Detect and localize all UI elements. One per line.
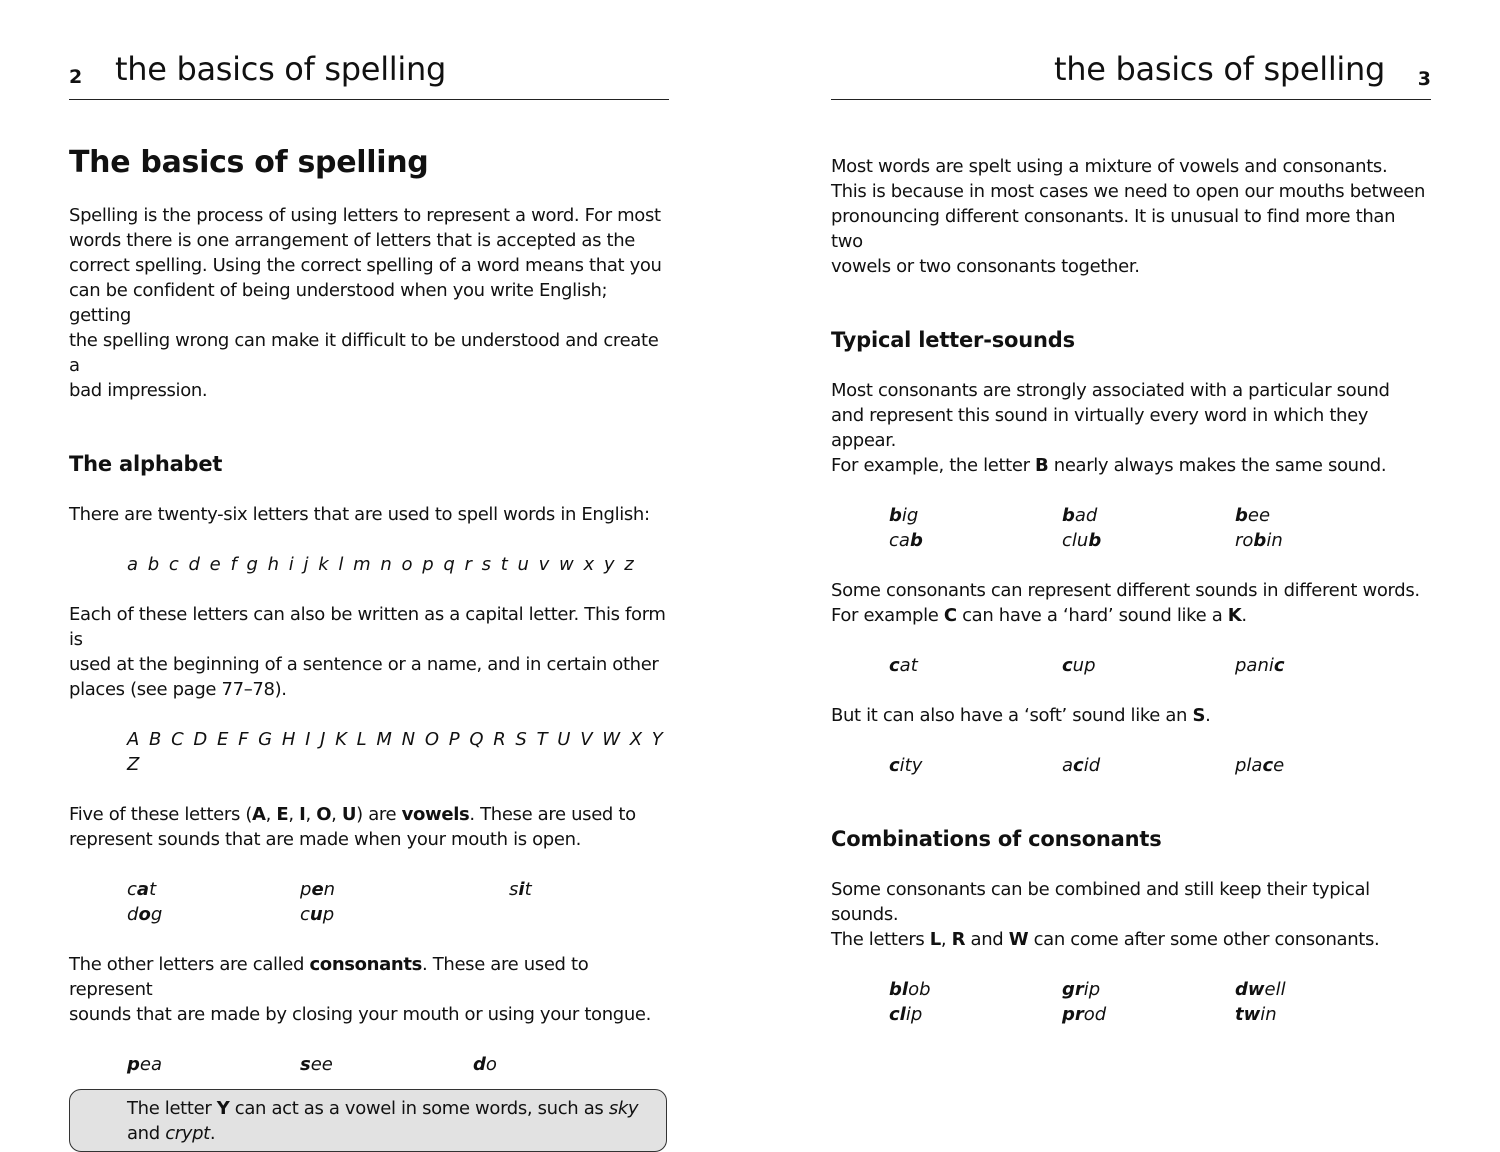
- example-word: panic: [1235, 655, 1285, 676]
- lowercase-alphabet: a b c d e f g h i j k l m n o p q r s t u v w x y z: [127, 554, 636, 575]
- text-line: pronouncing different consonants. It is unusual to find more than two: [831, 206, 1396, 252]
- uppercase-alphabet: A B C D E F G H I J K L M N O P Q R S T U V W X Y Z: [127, 729, 665, 775]
- consonants-line: The other letters are called consonants. These are used to represent: [69, 954, 589, 1000]
- text-line: correct spelling. Using the correct spelling of a word means that you: [69, 255, 662, 276]
- example-word: clip: [889, 1004, 923, 1025]
- right-page: [831, 0, 1431, 1137]
- text-line: and represent this sound in virtually every word in which they appear.: [831, 405, 1369, 451]
- example-word: grip: [1062, 979, 1101, 1000]
- example-word: cup: [1062, 655, 1096, 676]
- text-line: sounds that are made by closing your mouth or using your tongue.: [69, 1004, 651, 1025]
- section-heading-combinations: Combinations of consonants: [831, 827, 1162, 851]
- text-line: Most words are spelt using a mixture of vowels and consonants.: [831, 156, 1388, 177]
- vowel-examples: [127, 877, 669, 927]
- example-word: pea: [127, 1054, 162, 1075]
- note-box: [69, 1089, 667, 1152]
- text-line: the spelling wrong can make it difficult to be understood and create a: [69, 330, 659, 376]
- example-word: dwell: [1235, 979, 1286, 1000]
- example-word: bee: [1235, 505, 1271, 526]
- example-word: blob: [889, 979, 931, 1000]
- page-number: 2: [69, 66, 83, 88]
- example-word: see: [300, 1054, 333, 1075]
- example-word: club: [1062, 530, 1102, 551]
- note-text: The letter Y can act as a vowel in some words, such as sky: [127, 1098, 639, 1119]
- left-page: [69, 0, 669, 1144]
- example-word: acid: [1062, 755, 1101, 776]
- text-line: words there is one arrangement of letters that is accepted as the: [69, 230, 635, 251]
- section-heading-typical: Typical letter-sounds: [831, 328, 1075, 352]
- example-word: dog: [127, 904, 163, 925]
- example-word: twin: [1235, 1004, 1277, 1025]
- text-line: can be confident of being understood when you write English; getting: [69, 280, 608, 326]
- text-line: The letters L, R and W can come after some other consonants.: [831, 929, 1380, 950]
- text-line: But it can also have a ‘soft’ sound like an S.: [831, 705, 1211, 726]
- soft-c-examples: [889, 753, 1431, 778]
- text-line: Most consonants are strongly associated with a particular sound: [831, 380, 1390, 401]
- example-word: prod: [1062, 1004, 1107, 1025]
- term-consonants: consonants: [309, 954, 423, 975]
- example-word: place: [1235, 755, 1285, 776]
- running-title: the basics of spelling: [1054, 50, 1385, 88]
- text-line: Each of these letters can also be written as a capital letter. This form is: [69, 604, 666, 650]
- example-word: city: [889, 755, 923, 776]
- consonant-examples: [127, 1052, 669, 1077]
- text-line: used at the beginning of a sentence or a name, and in certain other: [69, 654, 659, 675]
- alphabet-intro: There are twenty-six letters that are used to spell words in English:: [69, 504, 650, 525]
- text-line: Spelling is the process of using letters to represent a word. For most: [69, 205, 661, 226]
- running-title: the basics of spelling: [115, 50, 446, 88]
- example-word: cat: [889, 655, 918, 676]
- running-head: [831, 50, 1431, 100]
- hard-c-examples: [889, 653, 1431, 678]
- letter-b-examples: [889, 503, 1431, 553]
- text-line: bad impression.: [69, 380, 208, 401]
- page-heading: The basics of spelling: [69, 145, 429, 180]
- text-line: vowels or two consonants together.: [831, 256, 1140, 277]
- intro-paragraph: [69, 203, 669, 403]
- example-word: sit: [509, 879, 532, 900]
- consonant-combination-examples: [889, 977, 1431, 1027]
- page-number: 3: [1417, 68, 1431, 90]
- section-heading-alphabet: The alphabet: [69, 452, 223, 476]
- text-line: places (see page 77–78).: [69, 679, 287, 700]
- left-page-content: [69, 140, 669, 1152]
- example-word: cab: [889, 530, 923, 551]
- text-line: Some consonants can be combined and still keep their typical sounds.: [831, 879, 1370, 925]
- term-vowels: vowels: [401, 804, 470, 825]
- text-line: represent sounds that are made when your mouth is open.: [69, 829, 582, 850]
- note-text: and crypt.: [127, 1123, 216, 1144]
- running-head: [69, 50, 669, 100]
- example-word: robin: [1235, 530, 1283, 551]
- text-line: Some consonants can represent different sounds in different words.: [831, 580, 1420, 601]
- text-line: This is because in most cases we need to open our mouths between: [831, 181, 1426, 202]
- example-word: cup: [300, 904, 335, 925]
- example-word: do: [473, 1054, 497, 1075]
- right-page-content: [831, 154, 1431, 1027]
- example-word: big: [889, 505, 919, 526]
- vowels-line: Five of these letters (A, E, I, O, U) are vowels. These are used to: [69, 804, 636, 825]
- example-word: cat: [127, 879, 157, 900]
- intro-paragraph: [831, 154, 1431, 279]
- example-word: bad: [1062, 505, 1098, 526]
- text-line: For example, the letter B nearly always makes the same sound.: [831, 455, 1387, 476]
- example-word: pen: [300, 879, 336, 900]
- text-line: For example C can have a ‘hard’ sound like a K.: [831, 605, 1247, 626]
